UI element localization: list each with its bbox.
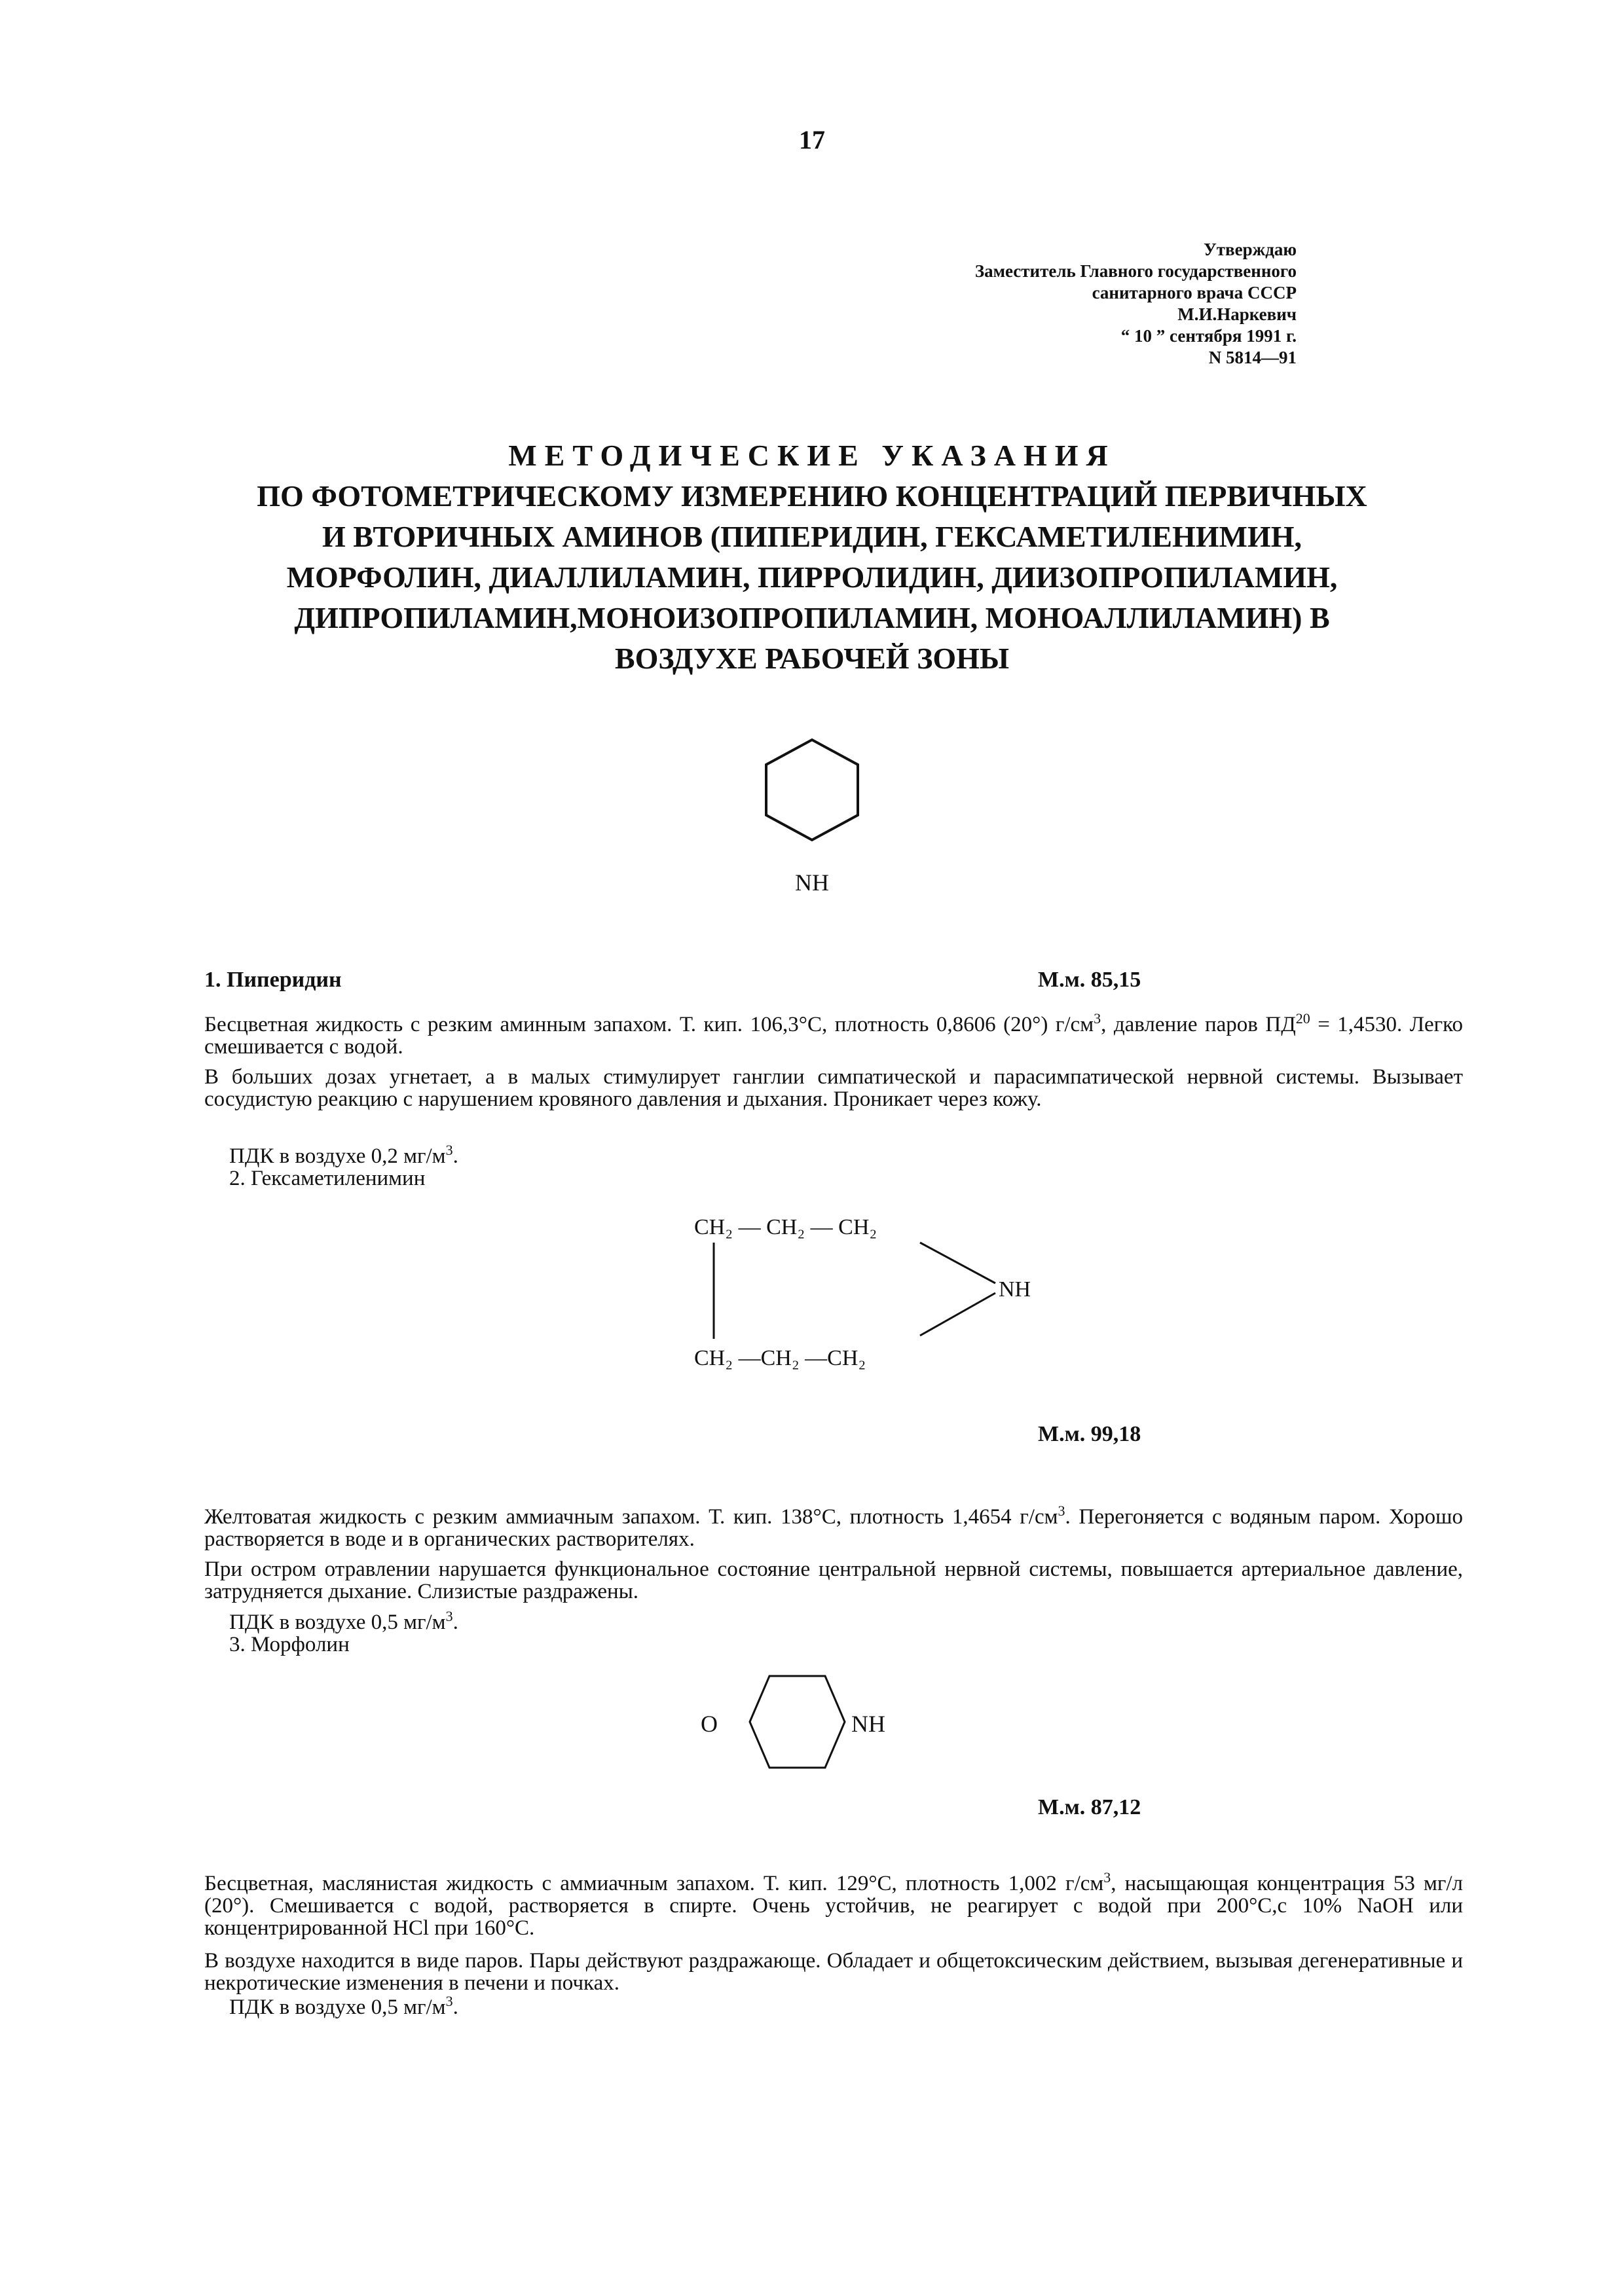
section-title-hexamethyleneimine: 2. Гексаметиленимин: [229, 1167, 426, 1190]
hexamethyleneimine-nh-label: NH: [999, 1277, 1031, 1302]
paragraph-morpholine-toxicity: В воздухе находится в виде паров. Пары действуют раздражающе. Обладает и общетоксическим действием, вызывая дегенеративные и некротические изменения в печени и почках.: [204, 1949, 1463, 1995]
approval-line: Заместитель Главного государственного: [974, 261, 1297, 281]
piperidine-structure: [747, 727, 877, 903]
molecular-weight-morpholine: М.м. 87,12: [1038, 1795, 1141, 1819]
morpholine-o-label: O: [701, 1711, 718, 1737]
page-number: 17: [799, 125, 825, 155]
hexamethyleneimine-bottom-chain: CH₂ —CH₂ —CH₂: [694, 1346, 866, 1370]
molecular-weight-hexamethyleneimine: М.м. 99,18: [1038, 1422, 1141, 1446]
approval-block: [975, 239, 1297, 369]
section-title-piperidine: 1. Пиперидин: [204, 968, 342, 992]
hexamethyleneimine-top-chain: CH₂ — CH₂ — CH₂: [694, 1215, 877, 1239]
paragraph-morpholine-properties: Бесцветная, маслянистая жидкость с аммиачным запахом. Т. кип. 129°С, плотность 1,002 $г/см^3$, насыщающая концентрация 53 мг/л (20°). Смешивается с водой, растворяется в спирте. Очень устойчив, не реагирует с водой при 200°С,с 10% NaOH или концентрированной НСl при 160°С.: [204, 1869, 1464, 1940]
approval-line: “ 10 ” сентября 1991 г.: [1120, 326, 1297, 346]
title-line: МЕТОДИЧЕСКИЕ УКАЗАНИЯ: [508, 439, 1116, 472]
paragraph-piperidine-properties: Бесцветная жидкость с резким аминным запахом. Т. кип. 106,3°С, плотность 0,8606 (20°) $г/см^3$, давление паров $ПД^{20} = 1,4530$. Легко смешивается с водой.: [204, 1010, 1463, 1059]
paragraph-piperidine-toxicity: В больших дозах угнетает, а в малых стимулирует ганглии симпатической и парасимпатической нервной системы. Вызывает сосудистую реакцию с нарушением кровяного давления и дыхания. Проникает через кожу.: [204, 1065, 1463, 1111]
pdk-piperidine: ПДК в воздухе 0,2 $мг/м^3$.: [229, 1142, 458, 1168]
piperidine-nh-label: NH: [795, 869, 829, 896]
morpholine-nh-label: NH: [851, 1711, 885, 1737]
approval-line: Утверждаю: [1203, 240, 1297, 259]
title-line: ВОЗДУХЕ РАБОЧЕЙ ЗОНЫ: [614, 642, 1010, 675]
title-line: ПО ФОТОМЕТРИЧЕСКОМУ ИЗМЕРЕНИЮ КОНЦЕНТРАЦИЙ ПЕРВИЧНЫХ: [257, 479, 1367, 513]
approval-line: санитарного врача СССР: [1092, 283, 1297, 302]
approval-line: N 5814—91: [1208, 348, 1297, 367]
document-title: [144, 435, 1480, 679]
pdk-morpholine: ПДК в воздухе 0,5 $мг/м^3$.: [229, 1993, 458, 2019]
section-title-morpholine: 3. Морфолин: [229, 1633, 350, 1656]
pdk-hexamethyleneimine: ПДК в воздухе 0,5 $мг/м^3$.: [229, 1608, 458, 1634]
approval-line: М.И.Наркевич: [1177, 304, 1297, 324]
morpholine-structure: [688, 1663, 950, 1787]
paragraph-hexamethyleneimine-toxicity: При остром отравлении нарушается функциональное состояние центральной нервной системы, повышается артериальное давление, затрудняется дыхание. Слизистые раздражены.: [204, 1558, 1463, 1603]
title-line: И ВТОРИЧНЫХ АМИНОВ (ПИПЕРИДИН, ГЕКСАМЕТИЛЕНИМИН,: [322, 520, 1302, 553]
molecular-weight-piperidine: М.м. 85,15: [1038, 968, 1141, 992]
hexamethyleneimine-structure: [688, 1205, 1080, 1388]
paragraph-hexamethyleneimine-properties: Желтоватая жидкость с резким аммиачным запахом. Т. кип. 138°С, плотность 1,4654 $г/см^3$. Перегоняется с водяным паром. Хорошо растворяется в воде и в органических растворителях.: [204, 1503, 1463, 1551]
title-line: МОРФОЛИН, ДИАЛЛИЛАМИН, ПИРРОЛИДИН, ДИИЗОПРОПИЛАМИН,: [286, 560, 1338, 594]
title-line: ДИПРОПИЛАМИН,МОНОИЗОПРОПИЛАМИН, МОНОАЛЛИЛАМИН) В: [294, 601, 1330, 634]
